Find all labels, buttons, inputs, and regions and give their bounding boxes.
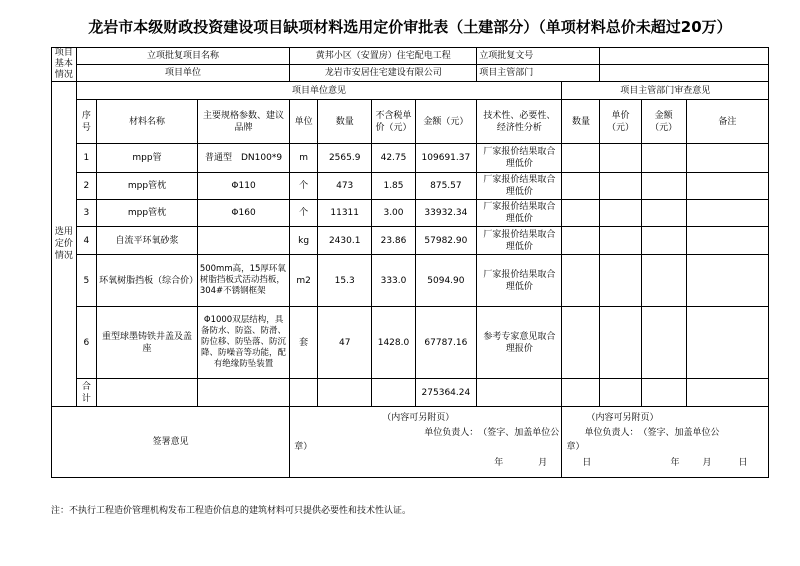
signature-unit-day: 日 — [582, 458, 592, 468]
cell-dept-qty — [562, 144, 600, 173]
project-dept-value — [600, 65, 769, 82]
signature-dept-year: 年 — [670, 458, 680, 468]
cell-analysis: 参考专家意见取合理报价 — [477, 307, 562, 379]
cell-amount: 875.57 — [415, 173, 477, 200]
project-basic-label: 项目基本情况 — [52, 48, 77, 82]
approval-table — [51, 47, 769, 478]
cell-name: 重型球墨铸铁井盖及盖座 — [97, 307, 198, 379]
total-dept-amount-cell — [641, 379, 686, 407]
signature-unit-seal-end: 章） — [294, 442, 313, 452]
cell-amount: 33932.34 — [415, 200, 477, 227]
cell-price: 333.0 — [372, 255, 415, 307]
project-info-row-2 — [52, 65, 769, 82]
cell-price: 42.75 — [372, 144, 415, 173]
col-dept-price-header: 单价（元） — [600, 100, 641, 144]
cell-analysis: 厂家报价结果取合理低价 — [477, 255, 562, 307]
opinion-header-row — [52, 82, 769, 100]
cell-analysis: 厂家报价结果取合理低价 — [477, 200, 562, 227]
col-dept-qty-header: 数量 — [562, 100, 600, 144]
cell-dept-remark — [686, 200, 768, 227]
cell-qty: 473 — [317, 173, 371, 200]
cell-dept-amount — [641, 255, 686, 307]
col-analysis-header: 技术性、必要性、经济性分析 — [477, 100, 562, 144]
form-title: 龙岩市本级财政投资建设项目缺项材料选用定价审批表（土建部分）（单项材料总价未超过20万） — [88, 18, 732, 36]
signature-dept-box — [562, 407, 768, 477]
cell-name: 自流平环氧砂浆 — [97, 227, 198, 255]
total-amount: 275364.24 — [415, 379, 477, 407]
cell-qty: 2565.9 — [317, 144, 371, 173]
signature-dept-seal-end: 章） — [566, 442, 585, 452]
cell-dept-amount — [641, 200, 686, 227]
cell-qty: 2430.1 — [317, 227, 371, 255]
cell-seq: 2 — [76, 173, 97, 200]
total-dept-remark-cell — [686, 379, 768, 407]
signature-row — [52, 407, 769, 478]
cell-spec — [197, 227, 289, 255]
signature-unit-cell — [290, 407, 592, 478]
cell-dept-remark — [686, 307, 768, 379]
approval-doc-value — [600, 48, 769, 65]
dept-opinion-label: 项目主管部门审查意见 — [562, 82, 769, 100]
signature-dept-cell — [562, 407, 769, 478]
cell-dept-qty — [562, 227, 600, 255]
col-seq-header: 序号 — [76, 100, 97, 144]
total-qty-cell — [317, 379, 371, 407]
cell-unit: m — [290, 144, 318, 173]
signature-unit-month: 月 — [538, 458, 548, 468]
project-info-row-1 — [52, 48, 769, 65]
cell-unit: kg — [290, 227, 318, 255]
cell-qty: 15.3 — [317, 255, 371, 307]
cell-qty: 47 — [317, 307, 371, 379]
cell-spec: 普通型 DN100*9 — [197, 144, 289, 173]
cell-dept-qty — [562, 200, 600, 227]
project-unit-value: 龙岩市安居住宅建设有限公司 — [290, 65, 477, 82]
cell-name: mpp管 — [97, 144, 198, 173]
cell-analysis: 厂家报价结果取合理低价 — [477, 173, 562, 200]
cell-dept-qty — [562, 173, 600, 200]
cell-seq: 5 — [76, 255, 97, 307]
cell-analysis: 厂家报价结果取合理低价 — [477, 227, 562, 255]
table-row — [52, 173, 769, 200]
signature-unit-box — [290, 407, 592, 477]
col-qty-header: 数量 — [317, 100, 371, 144]
col-amount-header: 金额（元） — [415, 100, 477, 144]
cell-spec: 500mm高，15厚环氧树脂挡板式活动挡板，304#不锈钢框架 — [197, 255, 289, 307]
cell-dept-amount — [641, 307, 686, 379]
table-row — [52, 307, 769, 379]
selection-section-label: 选用定价情况 — [52, 82, 77, 407]
table-row — [52, 227, 769, 255]
total-price-cell — [372, 379, 415, 407]
cell-dept-remark — [686, 144, 768, 173]
cell-dept-amount — [641, 144, 686, 173]
cell-dept-amount — [641, 227, 686, 255]
cell-amount: 67787.16 — [415, 307, 477, 379]
signature-unit-year: 年 — [494, 458, 504, 468]
cell-dept-qty — [562, 255, 600, 307]
cell-dept-price — [600, 144, 641, 173]
approval-name-label: 立项批复项目名称 — [76, 48, 290, 65]
cell-dept-remark — [686, 227, 768, 255]
total-spec-cell — [197, 379, 289, 407]
cell-dept-qty — [562, 307, 600, 379]
approval-doc-label: 立项批复文号 — [477, 48, 600, 65]
cell-amount: 109691.37 — [415, 144, 477, 173]
total-unit-cell — [290, 379, 318, 407]
total-dept-qty-cell — [562, 379, 600, 407]
cell-unit: m2 — [290, 255, 318, 307]
cell-analysis: 厂家报价结果取合理低价 — [477, 144, 562, 173]
project-unit-label: 项目单位 — [76, 65, 290, 82]
cell-seq: 4 — [76, 227, 97, 255]
cell-name: mpp管枕 — [97, 200, 198, 227]
table-row — [52, 200, 769, 227]
cell-amount: 5094.90 — [415, 255, 477, 307]
approval-name-value: 黄邦小区（安置房）住宅配电工程 — [290, 48, 477, 65]
col-price-header: 不含税单价（元） — [372, 100, 415, 144]
column-header-row — [52, 100, 769, 144]
cell-qty: 11311 — [317, 200, 371, 227]
total-dept-price-cell — [600, 379, 641, 407]
col-dept-amount-header: 金额（元） — [641, 100, 686, 144]
table-row — [52, 255, 769, 307]
cell-spec: Φ160 — [197, 200, 289, 227]
project-dept-label: 项目主管部门 — [477, 65, 600, 82]
cell-dept-remark — [686, 255, 768, 307]
cell-spec: Φ1000双层结构，具备防水、防盗、防滑、防位移、防坠落、防沉降、防噪音等功能，配有绝缘防坠装置 — [197, 307, 289, 379]
col-name-header: 材料名称 — [97, 100, 198, 144]
footnote: 注：不执行工程造价管理机构发布工程造价信息的建筑材料可只提供必要性和技术性认证。 — [51, 506, 412, 516]
table-row — [52, 144, 769, 173]
total-row — [52, 379, 769, 407]
col-unit-header: 单位 — [290, 100, 318, 144]
cell-price: 3.00 — [372, 200, 415, 227]
total-analysis-cell — [477, 379, 562, 407]
cell-name: mpp管枕 — [97, 173, 198, 200]
total-label: 合计 — [76, 379, 97, 407]
cell-spec: Φ110 — [197, 173, 289, 200]
cell-price: 23.86 — [372, 227, 415, 255]
cell-amount: 57982.90 — [415, 227, 477, 255]
signature-dept-day: 日 — [738, 458, 748, 468]
cell-unit: 个 — [290, 200, 318, 227]
cell-price: 1428.0 — [372, 307, 415, 379]
col-spec-header: 主要规格参数、建议品牌 — [197, 100, 289, 144]
signature-dept-note: （内容可另附页） — [586, 413, 659, 423]
cell-unit: 个 — [290, 173, 318, 200]
signature-unit-signer: 单位负责人： （签字、加盖单位公 — [424, 428, 560, 438]
cell-name: 环氧树脂挡板（综合价） — [97, 255, 198, 307]
cell-dept-price — [600, 173, 641, 200]
cell-price: 1.85 — [372, 173, 415, 200]
total-name-cell — [97, 379, 198, 407]
cell-dept-price — [600, 307, 641, 379]
cell-dept-amount — [641, 173, 686, 200]
signature-unit-note: （内容可另附页） — [382, 413, 455, 423]
signature-dept-signer: 单位负责人： （签字、加盖单位公 — [584, 428, 720, 438]
cell-seq: 6 — [76, 307, 97, 379]
unit-opinion-label: 项目单位意见 — [76, 82, 562, 100]
col-dept-remark-header: 备注 — [686, 100, 768, 144]
signature-dept-month: 月 — [702, 458, 712, 468]
cell-dept-price — [600, 255, 641, 307]
cell-seq: 3 — [76, 200, 97, 227]
cell-dept-price — [600, 200, 641, 227]
cell-dept-price — [600, 227, 641, 255]
cell-unit: 套 — [290, 307, 318, 379]
cell-dept-remark — [686, 173, 768, 200]
signature-label: 签署意见 — [52, 407, 290, 478]
cell-seq: 1 — [76, 144, 97, 173]
